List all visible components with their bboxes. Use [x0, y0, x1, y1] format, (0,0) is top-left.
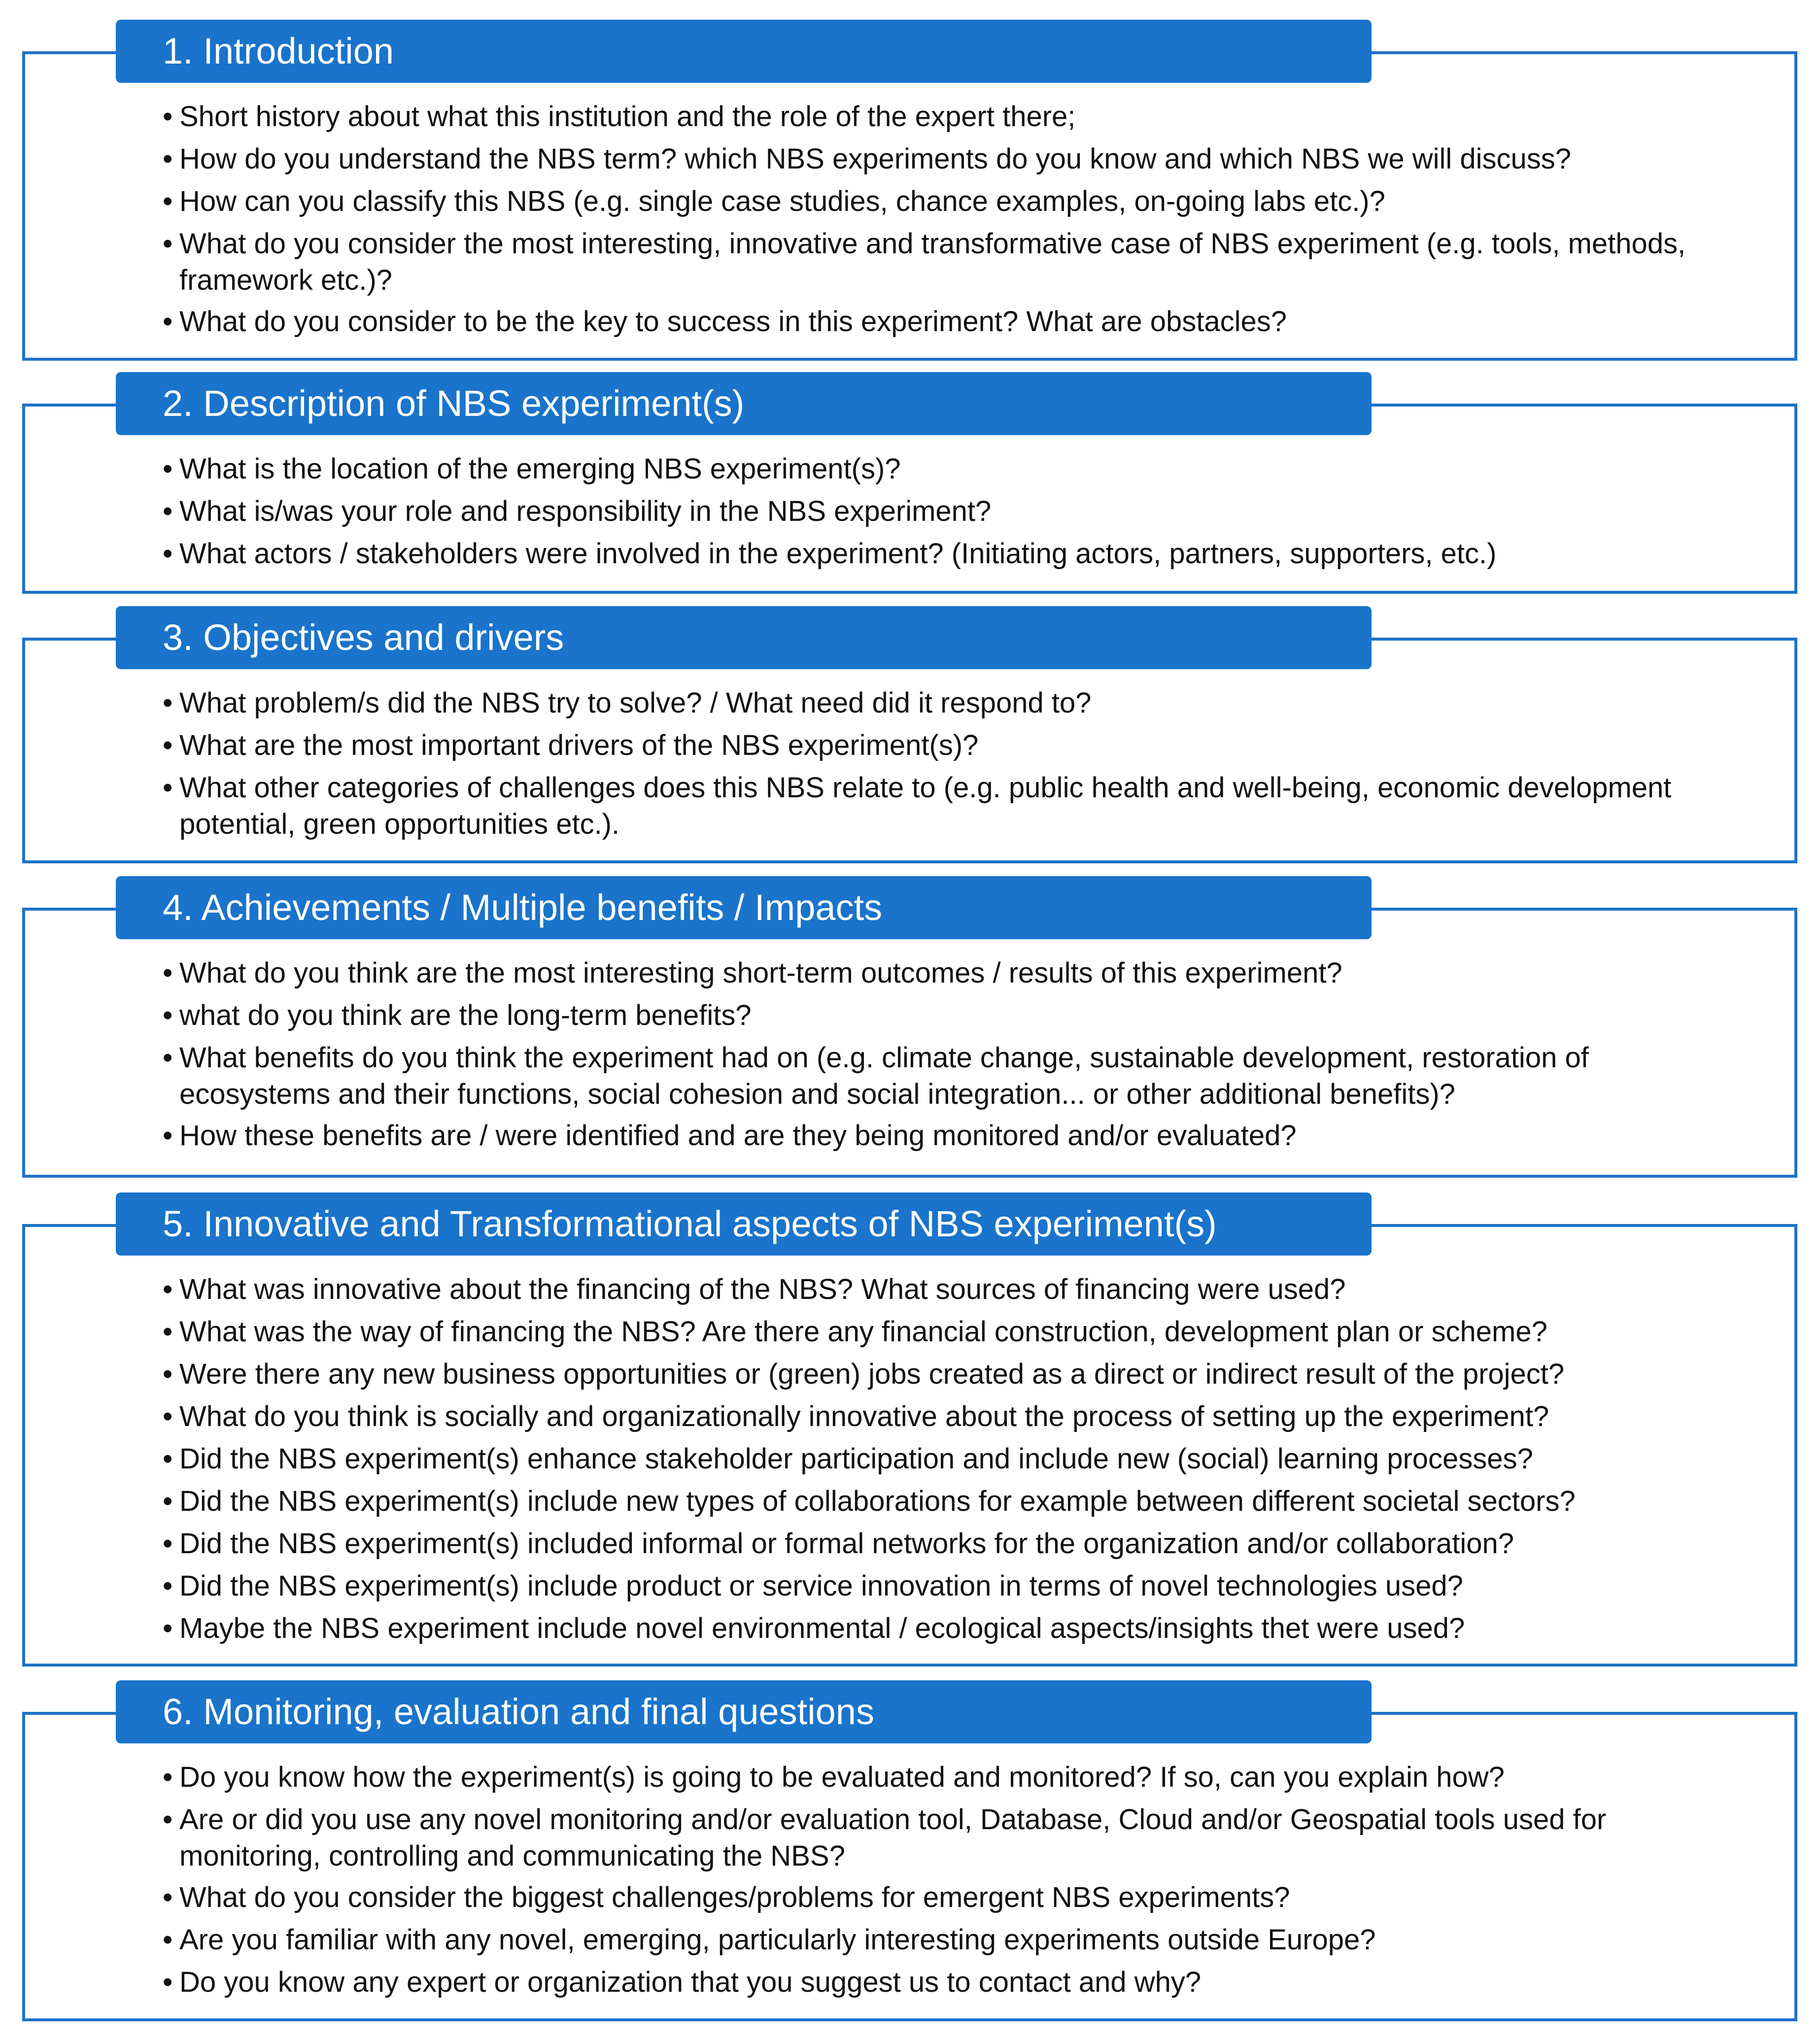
bullet-icon: • — [163, 453, 173, 485]
item-text: Maybe the NBS experiment include novel environmental / ecological aspects/insights thet were used? — [179, 1612, 1465, 1644]
list-item — [163, 183, 1690, 220]
list-item — [163, 1610, 1690, 1647]
bullet-icon: • — [163, 1881, 173, 1913]
item-text: Do you know any expert or organization that you suggest us to contact and why? — [179, 1966, 1202, 1998]
list-item — [163, 955, 1690, 991]
list-item — [163, 141, 1690, 177]
bullet-icon: • — [163, 1042, 173, 1074]
bullet-icon: • — [163, 1570, 173, 1602]
item-text: What problem/s did the NBS try to solve? / What need did it respond to? — [179, 687, 1092, 719]
item-text: What do you think is socially and organizationally innovative about the process of setting up the experiment? — [179, 1400, 1549, 1432]
list-item — [163, 536, 1690, 572]
bullet-icon: • — [163, 772, 173, 804]
list-item — [163, 1118, 1690, 1154]
list-item — [163, 1879, 1690, 1916]
item-text: What is the location of the emerging NBS experiment(s)? — [179, 453, 901, 485]
item-text: What are the most important drivers of the NBS experiment(s)? — [179, 729, 979, 761]
list-item — [163, 1398, 1690, 1435]
bullet-icon: • — [163, 1443, 173, 1475]
item-text: Do you know how the experiment(s) is going to be evaluated and monitored? If so, can you explain how? — [179, 1761, 1505, 1793]
bullet-icon: • — [163, 1273, 173, 1305]
section-achievements — [22, 876, 1797, 1178]
item-text: Did the NBS experiment(s) enhance stakeholder participation and include new (social) learning processes? — [179, 1443, 1533, 1475]
item-text: What was innovative about the financing of the NBS? What sources of financing were used? — [179, 1273, 1346, 1305]
bullet-icon: • — [163, 1761, 173, 1793]
section-header: 5. Innovative and Transformational aspects of NBS experiment(s) — [116, 1192, 1372, 1256]
bullet-icon: • — [163, 957, 173, 989]
item-text: Did the NBS experiment(s) included informal or formal networks for the organization and/or collaboration? — [179, 1528, 1514, 1560]
list-item — [163, 493, 1690, 530]
list-item — [163, 1802, 1690, 1874]
item-text: What is/was your role and responsibility in the NBS experiment? — [179, 495, 992, 527]
item-text: What other categories of challenges does this NBS relate to (e.g. public health and well-being, economic development potential, green opportunities etc.). — [179, 772, 1672, 840]
bullet-icon: • — [163, 1966, 173, 1998]
list-item — [163, 1526, 1690, 1562]
section-header: 1. Introduction — [116, 20, 1372, 83]
bullet-icon: • — [163, 1924, 173, 1956]
item-text: Were there any new business opportunities or (green) jobs created as a direct or indirect result of the project? — [179, 1358, 1565, 1390]
bullet-icon: • — [163, 306, 173, 338]
bullet-icon: • — [163, 1485, 173, 1517]
list-item — [163, 727, 1690, 764]
list-item — [163, 1356, 1690, 1393]
section-innovative — [22, 1192, 1797, 1667]
section-header: 2. Description of NBS experiment(s) — [116, 372, 1372, 435]
bullet-icon: • — [163, 1400, 173, 1432]
list-item — [163, 1922, 1690, 1958]
item-text: Short history about what this institution and the role of the expert there; — [179, 101, 1076, 133]
item-text: How do you understand the NBS term? which NBS experiments do you know and which NBS we will discuss? — [179, 143, 1572, 175]
item-text: What actors / stakeholders were involved in the experiment? (Initiating actors, partners, supporters, etc.) — [179, 538, 1497, 570]
item-text: Did the NBS experiment(s) include product or service innovation in terms of novel technologies used? — [179, 1570, 1463, 1602]
bullet-icon: • — [163, 143, 173, 175]
item-text: Are or did you use any novel monitoring and/or evaluation tool, Database, Cloud and/or Geospatial tools used for monitoring, controlling and communicating the NBS? — [179, 1804, 1607, 1872]
item-text: How these benefits are / were identified and are they being monitored and/or evaluated? — [179, 1120, 1297, 1152]
bullet-icon: • — [163, 101, 173, 133]
item-text: what do you think are the long-term benefits? — [179, 999, 752, 1031]
item-text: What do you consider the biggest challenges/problems for emergent NBS experiments? — [179, 1881, 1290, 1913]
bullet-icon: • — [163, 1804, 173, 1836]
item-text: What was the way of financing the NBS? Are there any financial construction, development plan or scheme? — [179, 1316, 1547, 1348]
item-text: What do you consider the most interesting, innovative and transformative case of NBS experiment (e.g. tools, methods, framework etc.)? — [179, 228, 1686, 296]
section-objectives — [22, 606, 1797, 863]
item-text: What do you think are the most interesting short-term outcomes / results of this experiment? — [179, 957, 1342, 989]
bullet-icon: • — [163, 999, 173, 1031]
section-header: 6. Monitoring, evaluation and final questions — [116, 1680, 1372, 1743]
item-text: Are you familiar with any novel, emerging, particularly interesting experiments outside Europe? — [179, 1924, 1376, 1956]
list-item — [163, 1314, 1690, 1350]
bullet-icon: • — [163, 495, 173, 527]
list-item — [163, 1964, 1690, 2001]
bullet-icon: • — [163, 1612, 173, 1644]
list-item — [163, 1271, 1690, 1308]
bullet-icon: • — [163, 185, 173, 217]
bullet-icon: • — [163, 1316, 173, 1348]
bullet-icon: • — [163, 538, 173, 570]
section-monitoring — [22, 1680, 1797, 2021]
section-introduction — [22, 20, 1797, 361]
item-text: How can you classify this NBS (e.g. single case studies, chance examples, on-going labs etc.)? — [179, 185, 1385, 217]
bullet-icon: • — [163, 1358, 173, 1390]
list-item — [163, 451, 1690, 487]
item-text: What benefits do you think the experiment had on (e.g. climate change, sustainable development, restoration of ecosystems and their functions, social cohesion and social integration... or other additional benefits)? — [179, 1042, 1589, 1110]
bullet-icon: • — [163, 1120, 173, 1152]
list-item — [163, 997, 1690, 1034]
section-header: 4. Achievements / Multiple benefits / Impacts — [116, 876, 1372, 939]
list-item — [163, 1483, 1690, 1520]
bullet-icon: • — [163, 1528, 173, 1560]
list-item — [163, 685, 1690, 721]
item-text: What do you consider to be the key to success in this experiment? What are obstacles? — [179, 306, 1287, 338]
bullet-icon: • — [163, 687, 173, 719]
list-item — [163, 1040, 1690, 1113]
item-text: Did the NBS experiment(s) include new types of collaborations for example between different societal sectors? — [179, 1485, 1576, 1517]
list-item — [163, 99, 1690, 135]
list-item — [163, 770, 1690, 843]
section-header: 3. Objectives and drivers — [116, 606, 1372, 669]
list-item — [163, 304, 1690, 340]
list-item — [163, 1441, 1690, 1477]
list-item — [163, 1568, 1690, 1604]
list-item — [163, 1759, 1690, 1796]
list-item — [163, 226, 1690, 299]
bullet-icon: • — [163, 729, 173, 761]
section-description — [22, 372, 1797, 594]
bullet-icon: • — [163, 228, 173, 260]
